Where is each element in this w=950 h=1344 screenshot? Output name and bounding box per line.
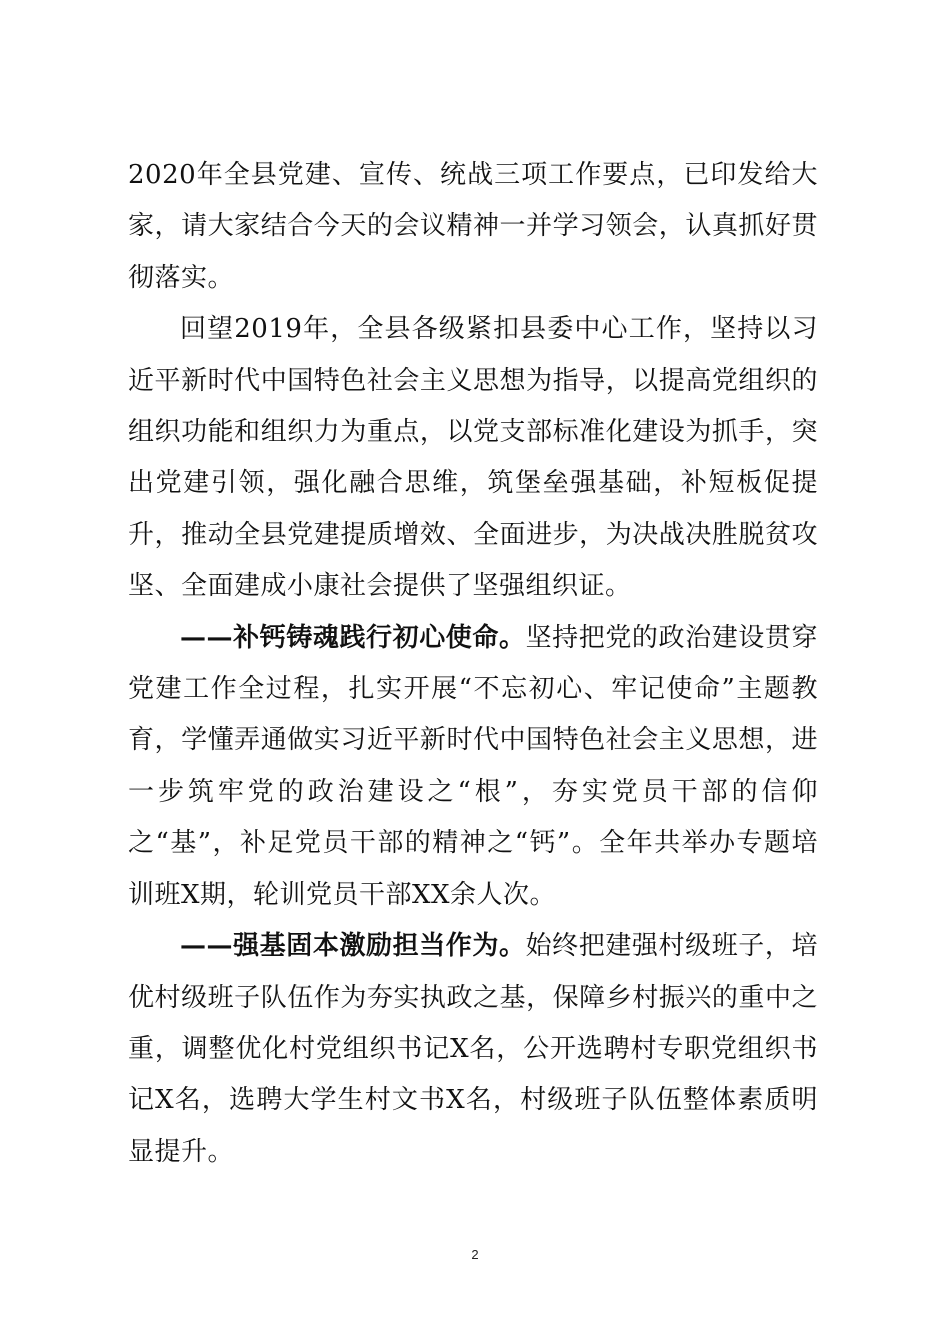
paragraph-continuation <box>128 150 818 304</box>
paragraph-political-building <box>128 613 818 921</box>
paragraph-heading: ——补钙铸魂践行初心使命。 <box>180 622 526 653</box>
paragraph-heading: ——强基固本激励担当作为。 <box>180 931 526 962</box>
paragraph-text: 回望2019年，全县各级紧扣县委中心工作，坚持以习近平新时代中国特色社会主义思想为指导，以提高党组织的组织功能和组织力为重点，以党支部标准化建设为抓手，突出党建引领，强化融合思维，筑堡垒强基础，补短板促提升，推动全县党建提质增效、全面进步，为决战决胜脱贫攻坚、全面建成小康社会提供了坚强组织证。 <box>128 314 818 602</box>
paragraph-text: 坚持把党的政治建设贯穿党建工作全过程，扎实开展“不忘初心、牢记使命”主题教育，学懂弄通做实习近平新时代中国特色社会主义思想，进一步筑牢党的政治建设之“根”，夯实党员干部的信仰之“基”，补足党员干部的精神之“钙”。全年共举办专题培训班X期，轮训党员干部XX余人次。 <box>128 622 818 910</box>
paragraph-text: 2020年全县党建、宣传、统战三项工作要点，已印发给大家，请大家结合今天的会议精神一并学习领会，认真抓好贯彻落实。 <box>128 160 818 293</box>
paragraph-text: 始终把建强村级班子，培优村级班子队伍作为夯实执政之基，保障乡村振兴的重中之重，调整优化村党组织书记X名，公开选聘村专职党组织书记X名，选聘大学生村文书X名，村级班子队伍整体素质明显提升。 <box>128 931 818 1167</box>
paragraph-review-2019 <box>128 304 818 612</box>
document-body <box>128 150 818 1178</box>
paragraph-grassroots-building <box>128 921 818 1178</box>
page-number: 2 <box>471 1247 479 1262</box>
